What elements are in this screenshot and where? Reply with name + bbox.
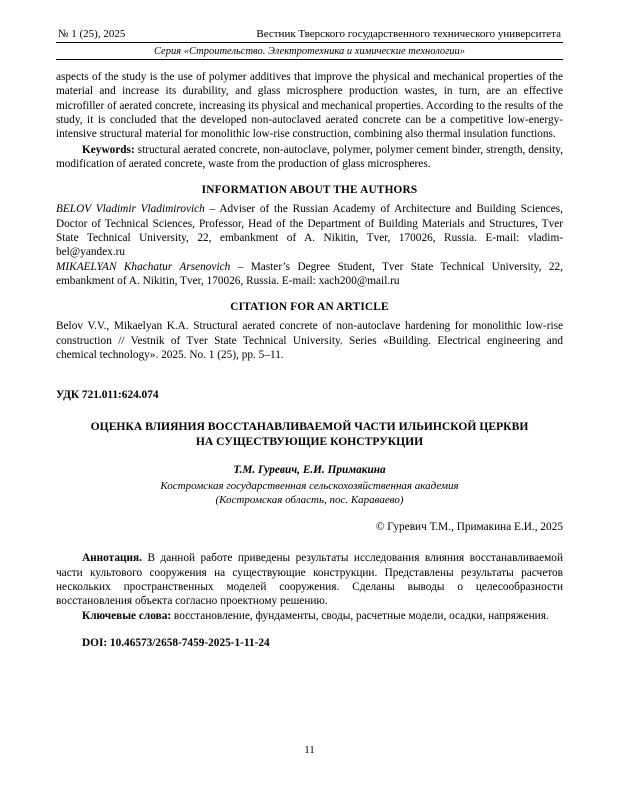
keywords-text-en: structural aerated concrete, non-autoclave, polymer, polymer cement binder, strength, density, modification of aerated concrete, waste from the production of glass microspheres. xyxy=(56,143,563,171)
article-title-line-2: НА СУЩЕСТВУЮЩИЕ КОНСТРУКЦИИ xyxy=(195,435,424,449)
udk-code: УДК 721.011:624.074 xyxy=(56,388,159,401)
article-authors: Т.М. Гуревич, Е.И. Примакина xyxy=(233,463,386,476)
header-rule-bottom xyxy=(56,59,563,60)
header-rule-top xyxy=(56,42,563,43)
running-head xyxy=(56,28,563,60)
previous-article-abstract-body: aspects of the study is the use of polymer additives that improve the physical and mechanical properties of the material and increase its durability, and glass microsphere production wastes, in turn, are an effective microfiller of aerated concrete, increasing its physical and mechanical properties. According to the results of the study, it is concluded that the developed non-autoclaved aerated concrete can be a competitive low-energy-intensive structural material for monolithic low-rise construction, combining also thermal insulation functions. xyxy=(56,71,563,141)
journal-title: Вестник Тверского государственного технического университета xyxy=(256,28,561,40)
author-name: BELOV Vladimir Vladimirovich xyxy=(56,203,205,216)
information-about-authors-heading: INFORMATION ABOUT THE AUTHORS xyxy=(201,184,418,197)
article-affiliation-line-1: Костромская государственная сельскохозяйственная академия xyxy=(160,479,459,492)
article-title xyxy=(56,419,563,450)
author-name: MIKAELYAN Khachatur Arsenovich xyxy=(56,260,231,273)
abstract-text: В данной работе приведены результаты исследования влияния восстанавливаемой части культового сооружения на существующие конструкции. Представлены результаты расчетов нескольких пространственных моделей сооружения. Сделаны выводы о целесообразности восстановления объекта согласно проектному решению. xyxy=(56,552,563,608)
article-affiliation-line-2: (Костромская область, пос. Караваево) xyxy=(215,494,404,507)
article-abstract xyxy=(56,551,563,608)
author-details: – Master’s Degree Student, Tver State Technical University, 22, embankment of A. Nikitin, Tver, 170026, Russia. E-mail: xach200@mail.ru xyxy=(56,260,563,288)
keywords-label-ru: Ключевые слова: xyxy=(82,609,172,622)
citation-block xyxy=(56,319,563,362)
abstract-label: Аннотация. xyxy=(82,552,142,565)
previous-article-keywords xyxy=(56,143,563,172)
author-details: – Adviser of the Russian Academy of Architecture and Building Sciences, Doctor of Technical Sciences, Professor, Head of the Department of Building Materials and Structures, Tver State Technical University, 22, embankment of A. Nikitin, Tver, 170026, Russia. E-mail: vladim-bel@yandex.ru xyxy=(56,203,563,259)
citation-heading: CITATION FOR AN ARTICLE xyxy=(230,301,389,314)
citation-text: Belov V.V., Mikaelyan K.A. Structural aerated concrete of non-autoclave hardening for monolithic low-rise construction // Vestnik of Tver State Technical University. Series «Building. Electrical engineering and chemical technology». 2025. No. 1 (25), pp. 5–11. xyxy=(56,320,563,362)
article-keywords xyxy=(56,609,563,623)
authors-block xyxy=(56,202,563,288)
doi-line: DOI: 10.46573/2658-7459-2025-1-11-24 xyxy=(82,637,270,650)
copyright-line: © Гуревич Т.М., Примакина Е.И., 2025 xyxy=(375,521,563,534)
journal-series: Серия «Строительство. Электротехника и химические технологии» xyxy=(153,46,466,57)
keywords-text-ru: восстановление, фундаменты, своды, расчетные модели, осадки, напряжения. xyxy=(171,609,549,622)
issue-number: № 1 (25), 2025 xyxy=(58,28,126,40)
running-head-line xyxy=(56,28,563,40)
page-number: 11 xyxy=(304,744,315,756)
author-entry xyxy=(56,202,563,259)
keywords-label-en: Keywords: xyxy=(82,143,135,156)
author-entry xyxy=(56,260,563,289)
article-title-line-1: ОЦЕНКА ВЛИЯНИЯ ВОССТАНАВЛИВАЕМОЙ ЧАСТИ ИЛЬИНСКОЙ ЦЕРКВИ xyxy=(90,419,529,433)
